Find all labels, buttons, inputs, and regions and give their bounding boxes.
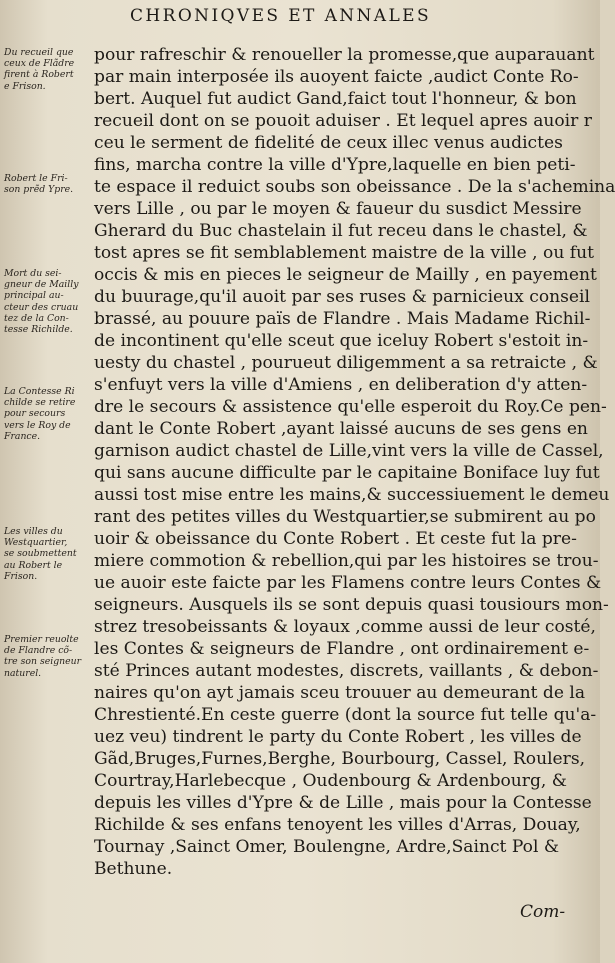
margin-note: Mort du sei- gneur de Mailly principal au- cteur des cruau tez de la Con- tesse Richilde. bbox=[4, 268, 79, 336]
text-line: qui sans aucune difficulte par le capitaine Boniface luy fut bbox=[94, 463, 600, 483]
text-line: occis & mis en pieces le seigneur de Mailly , en payement bbox=[94, 265, 597, 285]
text-line: dant le Conte Robert ,ayant laissé aucuns de ses gens en bbox=[94, 419, 588, 439]
text-line: brassé, au pouure païs de Flandre . Mais Madame Richil- bbox=[94, 309, 591, 329]
text-line: dre le secours & assistence qu'elle esperoit du Roy.Ce pen- bbox=[94, 397, 607, 417]
text-line: Gherard du Buc chastelain il fut receu dans le chastel, & bbox=[94, 221, 588, 241]
text-line: aussi tost mise entre les mains,& successiuement le demeu bbox=[94, 485, 610, 505]
text-line: s'enfuyt vers la ville d'Amiens , en deliberation d'y atten- bbox=[94, 375, 588, 395]
text-line: garnison audict chastel de Lille,vint vers la ville de Cassel, bbox=[94, 441, 604, 461]
text-line: te espace il reduict soubs son obeissance . De la s'achemina bbox=[94, 177, 615, 197]
text-line: de incontinent qu'elle sceut que iceluy Robert s'estoit in- bbox=[94, 331, 589, 351]
text-line: naires qu'on ayt jamais sceu trouuer au demeurant de la bbox=[94, 683, 586, 703]
text-line: les Contes & seigneurs de Flandre , ont ordinairement e- bbox=[94, 639, 590, 659]
text-line: depuis les villes d'Ypre & de Lille , mais pour la Contesse bbox=[94, 793, 592, 813]
text-line: ceu le serment de fidelité de ceux illec venus audictes bbox=[94, 133, 563, 153]
text-line: uoir & obeissance du Conte Robert . Et ceste fut la pre- bbox=[94, 529, 577, 549]
text-line: bert. Auquel fut audict Gand,faict tout l'honneur, & bon bbox=[94, 89, 577, 109]
text-line: tost apres se fit semblablement maistre de la ville , ou fut bbox=[94, 243, 594, 263]
text-line: sté Princes autant modestes, discrets, vaillants , & debon- bbox=[94, 661, 599, 681]
text-line: Gãd,Bruges,Furnes,Berghe, Bourbourg, Cassel, Roulers, bbox=[94, 749, 586, 769]
text-line: uesty du chastel , pourueut diligemment a sa retraicte , & bbox=[94, 353, 598, 373]
margin-note: Les villes du Westquartier, se soubmettent au Robert le Frison. bbox=[4, 526, 77, 582]
text-line: uez veu) tindrent le party du Conte Robert , les villes de bbox=[94, 727, 582, 747]
margin-note: La Contesse Ri childe se retire pour secours vers le Roy de France. bbox=[4, 386, 76, 442]
text-line: Tournay ,Sainct Omer, Boulengne, Ardre,Sainct Pol & bbox=[94, 837, 560, 857]
text-line: rant des petites villes du Westquartier,se submirent au po bbox=[94, 507, 596, 527]
text-line: vers Lille , ou par le moyen & faueur du susdict Messire bbox=[94, 199, 582, 219]
text-line: miere commotion & rebellion,qui par les histoires se trou- bbox=[94, 551, 599, 571]
text-line: du buurage,qu'il auoit par ses ruses & parnicieux conseil bbox=[94, 287, 590, 307]
text-line: Chrestienté.En ceste guerre (dont la source fut telle qu'a- bbox=[94, 705, 597, 725]
catchword: Com- bbox=[520, 902, 566, 922]
margin-note: Robert le Fri- son prẽd Ypre. bbox=[4, 173, 74, 196]
text-line: Courtray,Harlebecque , Oudenbourg & Ardenbourg, & bbox=[94, 771, 568, 791]
text-line: seigneurs. Ausquels ils se sont depuis quasi tousiours mon- bbox=[94, 595, 609, 615]
text-line: Richilde & ses enfans tenoyent les villes d'Arras, Douay, bbox=[94, 815, 581, 835]
text-line: recueil dont on se pouoit aduiser . Et lequel apres auoir r bbox=[94, 111, 592, 131]
running-header: CHRONIQVES ET ANNALES bbox=[130, 6, 432, 26]
text-line: pour rafreschir & renoueller la promesse,que auparauant bbox=[94, 45, 595, 65]
margin-note: Du recueil que ceux de Flãdre firent à Robert e Frison. bbox=[4, 47, 75, 92]
text-line: strez tresobeissants & loyaux ,comme aussi de leur costé, bbox=[94, 617, 596, 637]
text-line: par main interposée ils auoyent faicte ,audict Conte Ro- bbox=[94, 67, 579, 87]
text-line: ue auoir este faicte par les Flamens contre leurs Contes & bbox=[94, 573, 602, 593]
margin-note: Premier reuolte de Flandre cõ- tre son seigneur naturel. bbox=[4, 634, 82, 679]
text-line: fins, marcha contre la ville d'Ypre,laquelle en bien peti- bbox=[94, 155, 576, 175]
text-line: Bethune. bbox=[94, 859, 173, 879]
